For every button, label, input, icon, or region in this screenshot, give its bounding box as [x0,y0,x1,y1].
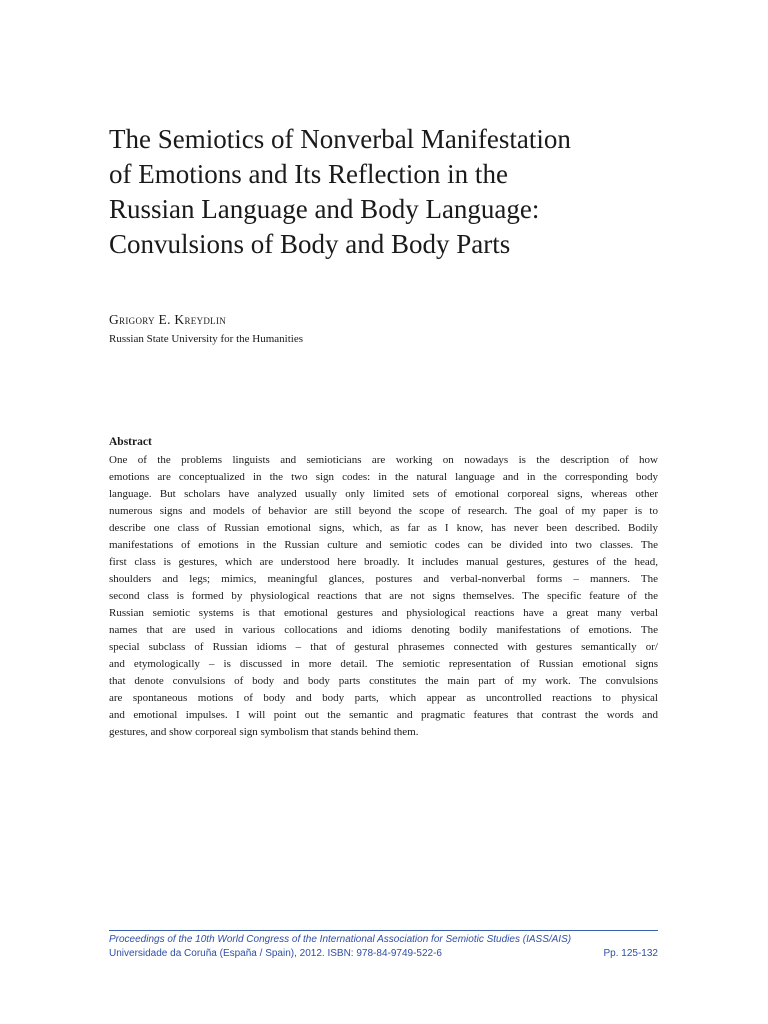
abstract-line: are spontaneous motions of body and body parts, which appear as uncontrolled reactions to physical [109,692,658,704]
title-line: Russian Language and Body Language: [109,194,540,224]
footer-proceedings: Proceedings of the 10th World Congress of the International Association for Semiotic Studies (IASS/AIS) [109,934,572,945]
abstract-line: gestures, and show corporeal sign symbolism that stands behind them. [109,726,419,738]
abstract-line: manifestations of emotions in the Russian culture and semiotic codes can be divided into two classes. The [109,539,658,551]
footer-publication-info [109,948,658,959]
abstract-line: second class is formed by physiological reactions that are not signs themselves. The specific feature of the [109,590,658,602]
abstract-line: and emotional impulses. I will point out the semantic and pragmatic features that contrast the words and [109,709,658,721]
author-affiliation: Russian State University for the Humanities [109,333,303,345]
title-line: of Emotions and Its Reflection in the [109,159,508,189]
title-line: Convulsions of Body and Body Parts [109,229,511,259]
abstract-heading: Abstract [109,436,152,448]
footer-divider [109,930,658,931]
abstract-line: One of the problems linguists and semioticians are working on nowadays is the description of how [109,454,658,466]
abstract-line: emotions are conceptualized in the two sign codes: in the natural language and in the corresponding body [109,471,658,483]
author-name: Grigory E. Kreydlin [109,312,227,327]
abstract-line: that denote convulsions of body and body parts constitutes the main part of my work. The convulsions [109,675,658,687]
footer-publisher: Universidade da Coruña (España / Spain), 2012. ISBN: 978-84-9749-522-6 [109,948,442,959]
abstract-line: special subclass of Russian idioms – that of gestural phrasemes connected with gestures semantically or/ [109,641,658,653]
abstract-line: first class is gestures, which are understood here broadly. It includes manual gestures, gestures of the head, [109,556,658,568]
abstract-line: numerous signs and models of behavior are still beyond the scope of research. The goal of my paper is to [109,505,658,517]
abstract-line: Russian semiotic systems is that emotional gestures and physiological reactions have a great many verbal [109,607,658,619]
paper-title [109,122,669,262]
abstract-line: and etymologically – is discussed in more detail. The semiotic representation of Russian emotional signs [109,658,658,670]
footer-page-range: Pp. 125-132 [603,948,658,959]
abstract-line: language. But scholars have analyzed usually only limited sets of emotional corporeal signs, whereas other [109,488,658,500]
abstract-line: describe one class of Russian emotional signs, which, as far as I know, has never been described. Bodily [109,522,658,534]
abstract-line: names that are used in various collocations and idioms denoting bodily manifestations of emotions. The [109,624,658,636]
abstract-body [109,452,658,741]
title-line: The Semiotics of Nonverbal Manifestation [109,124,571,154]
abstract-line: shoulders and legs; mimics, meaningful glances, postures and verbal-nonverbal forms – manners. The [109,573,658,585]
